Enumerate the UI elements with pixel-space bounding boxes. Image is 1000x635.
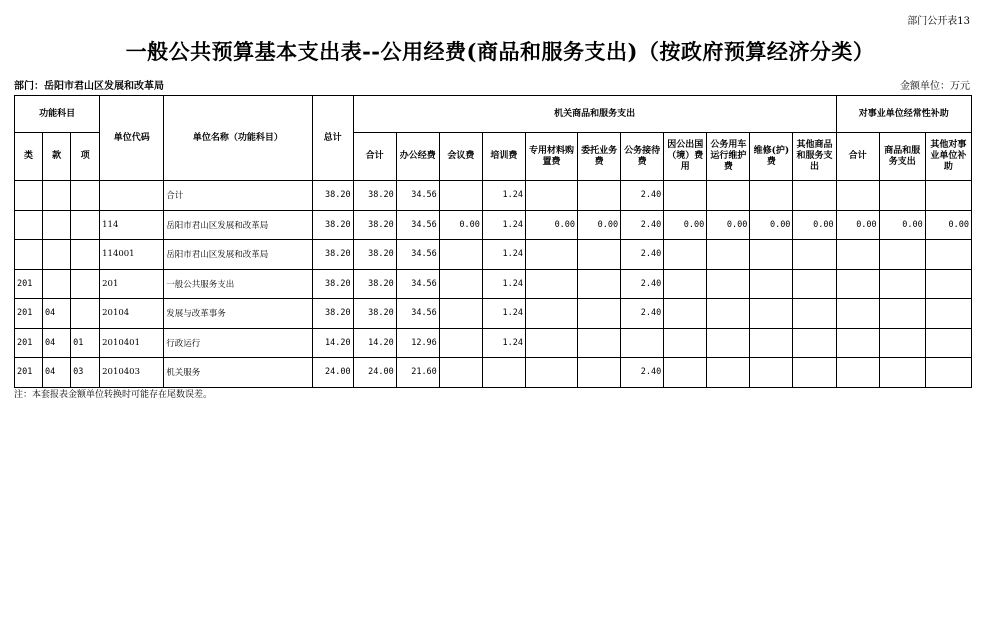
cell-lei: 201 (15, 269, 43, 299)
cell-sub-goods (879, 240, 925, 270)
cell-reception: 2.40 (621, 269, 664, 299)
cell-meeting (439, 358, 482, 388)
cell-reception: 2.40 (621, 299, 664, 329)
cell-abroad (664, 269, 707, 299)
cell-sub-other (925, 328, 971, 358)
cell-sub-other (925, 299, 971, 329)
cell-vehicle (707, 328, 750, 358)
table-row (15, 210, 972, 240)
cell-abroad (664, 299, 707, 329)
cell-sub-other (925, 240, 971, 270)
cell-other-goods (793, 240, 836, 270)
cell-org-total: 24.00 (353, 358, 396, 388)
header-func-subject: 功能科目 (15, 96, 100, 133)
cell-materials (525, 181, 577, 211)
cell-org-total: 38.20 (353, 210, 396, 240)
cell-abroad (664, 328, 707, 358)
cell-total: 24.00 (312, 358, 353, 388)
cell-materials: 0.00 (525, 210, 577, 240)
cell-vehicle (707, 299, 750, 329)
cell-sub-total: 0.00 (836, 210, 879, 240)
cell-lei: 201 (15, 328, 43, 358)
cell-meeting: 0.00 (439, 210, 482, 240)
cell-kuan (43, 240, 71, 270)
cell-sub-goods (879, 299, 925, 329)
cell-lei (15, 240, 43, 270)
header-org-goods: 机关商品和服务支出 (353, 96, 836, 133)
cell-sub-total (836, 181, 879, 211)
cell-lei (15, 181, 43, 211)
header-other-goods: 其他商品和服务支出 (793, 133, 836, 181)
footnote: 注：本套报表金额单位转换时可能存在尾数误差。 (14, 390, 213, 400)
cell-materials (525, 358, 577, 388)
cell-kuan (43, 269, 71, 299)
cell-other-goods (793, 328, 836, 358)
table-row (15, 328, 972, 358)
header-entrust: 委托业务费 (578, 133, 621, 181)
cell-entrust (578, 181, 621, 211)
cell-entrust (578, 358, 621, 388)
cell-meeting (439, 328, 482, 358)
cell-sub-total (836, 269, 879, 299)
expenditure-table (14, 95, 972, 388)
cell-reception: 2.40 (621, 240, 664, 270)
cell-xiang (71, 210, 100, 240)
amount-unit-label: 金额单位：万元 (900, 81, 970, 92)
cell-sub-goods (879, 181, 925, 211)
cell-vehicle (707, 269, 750, 299)
cell-total: 38.20 (312, 210, 353, 240)
header-subsidy: 对事业单位经常性补助 (836, 96, 971, 133)
cell-xiang (71, 269, 100, 299)
header-unit-code: 单位代码 (100, 96, 164, 181)
cell-office: 34.56 (396, 299, 439, 329)
cell-xiang: 03 (71, 358, 100, 388)
cell-total: 38.20 (312, 181, 353, 211)
cell-sub-total (836, 358, 879, 388)
cell-abroad (664, 358, 707, 388)
cell-sub-goods (879, 269, 925, 299)
cell-reception: 2.40 (621, 358, 664, 388)
cell-kuan: 04 (43, 328, 71, 358)
cell-repair (750, 328, 793, 358)
cell-other-goods (793, 358, 836, 388)
cell-sub-goods (879, 328, 925, 358)
cell-lei (15, 210, 43, 240)
cell-vehicle (707, 358, 750, 388)
cell-org-total: 38.20 (353, 181, 396, 211)
header-total: 总计 (312, 96, 353, 181)
header-repair: 维修(护)费 (750, 133, 793, 181)
header-materials: 专用材料购置费 (525, 133, 577, 181)
cell-xiang (71, 299, 100, 329)
header-org-total: 合计 (353, 133, 396, 181)
cell-sub-other (925, 358, 971, 388)
cell-code: 201 (100, 269, 164, 299)
cell-training: 1.24 (482, 328, 525, 358)
cell-sub-total (836, 240, 879, 270)
cell-lei: 201 (15, 299, 43, 329)
header-kuan: 款 (43, 133, 71, 181)
cell-training: 1.24 (482, 240, 525, 270)
cell-vehicle (707, 181, 750, 211)
cell-meeting (439, 299, 482, 329)
cell-sub-other (925, 181, 971, 211)
cell-abroad: 0.00 (664, 210, 707, 240)
cell-vehicle (707, 240, 750, 270)
cell-office: 34.56 (396, 240, 439, 270)
cell-materials (525, 269, 577, 299)
cell-code (100, 181, 164, 211)
table-row (15, 358, 972, 388)
cell-training: 1.24 (482, 299, 525, 329)
cell-name: 行政运行 (164, 328, 312, 358)
header-sub-other: 其他对事业单位补助 (925, 133, 971, 181)
cell-entrust (578, 328, 621, 358)
cell-materials (525, 328, 577, 358)
header-lei: 类 (15, 133, 43, 181)
cell-office: 21.60 (396, 358, 439, 388)
cell-kuan: 04 (43, 358, 71, 388)
cell-name: 合计 (164, 181, 312, 211)
cell-sub-total (836, 299, 879, 329)
cell-code: 114001 (100, 240, 164, 270)
cell-org-total: 38.20 (353, 299, 396, 329)
cell-office: 34.56 (396, 269, 439, 299)
cell-total: 38.20 (312, 269, 353, 299)
cell-sub-goods: 0.00 (879, 210, 925, 240)
cell-materials (525, 299, 577, 329)
header-meeting: 会议费 (439, 133, 482, 181)
cell-code: 20104 (100, 299, 164, 329)
cell-abroad (664, 181, 707, 211)
page-code: 部门公开表13 (907, 16, 970, 27)
cell-entrust: 0.00 (578, 210, 621, 240)
cell-name: 岳阳市君山区发展和改革局 (164, 240, 312, 270)
header-sub-goods: 商品和服务支出 (879, 133, 925, 181)
cell-office: 34.56 (396, 181, 439, 211)
cell-repair (750, 240, 793, 270)
cell-name: 岳阳市君山区发展和改革局 (164, 210, 312, 240)
table-row (15, 299, 972, 329)
header-xiang: 项 (71, 133, 100, 181)
department-label: 部门：岳阳市君山区发展和改革局 (14, 81, 164, 92)
cell-reception: 2.40 (621, 181, 664, 211)
cell-other-goods: 0.00 (793, 210, 836, 240)
table-row (15, 240, 972, 270)
cell-total: 38.20 (312, 299, 353, 329)
table-body (15, 181, 972, 388)
page-title: 一般公共预算基本支出表--公用经费(商品和服务支出)（按政府预算经济分类） (125, 39, 875, 64)
cell-kuan: 04 (43, 299, 71, 329)
cell-xiang (71, 181, 100, 211)
cell-other-goods (793, 181, 836, 211)
cell-meeting (439, 240, 482, 270)
cell-vehicle: 0.00 (707, 210, 750, 240)
cell-reception: 2.40 (621, 210, 664, 240)
cell-training: 1.24 (482, 269, 525, 299)
cell-office: 12.96 (396, 328, 439, 358)
header-sub-total: 合计 (836, 133, 879, 181)
cell-sub-goods (879, 358, 925, 388)
cell-entrust (578, 269, 621, 299)
cell-total: 14.20 (312, 328, 353, 358)
cell-total: 38.20 (312, 240, 353, 270)
header-training: 培训费 (482, 133, 525, 181)
cell-entrust (578, 240, 621, 270)
cell-org-total: 38.20 (353, 269, 396, 299)
cell-other-goods (793, 269, 836, 299)
cell-office: 34.56 (396, 210, 439, 240)
cell-repair (750, 299, 793, 329)
cell-meeting (439, 269, 482, 299)
cell-code: 114 (100, 210, 164, 240)
cell-abroad (664, 240, 707, 270)
cell-kuan (43, 210, 71, 240)
header-unit-name: 单位名称（功能科目） (164, 96, 312, 181)
cell-training (482, 358, 525, 388)
header-vehicle: 公务用车运行维护费 (707, 133, 750, 181)
cell-name: 机关服务 (164, 358, 312, 388)
cell-xiang (71, 240, 100, 270)
cell-xiang: 01 (71, 328, 100, 358)
cell-repair (750, 358, 793, 388)
cell-org-total: 14.20 (353, 328, 396, 358)
cell-kuan (43, 181, 71, 211)
table-row (15, 181, 972, 211)
cell-other-goods (793, 299, 836, 329)
cell-repair (750, 269, 793, 299)
cell-entrust (578, 299, 621, 329)
cell-code: 2010403 (100, 358, 164, 388)
cell-org-total: 38.20 (353, 240, 396, 270)
cell-name: 发展与改革事务 (164, 299, 312, 329)
table-row (15, 269, 972, 299)
cell-repair: 0.00 (750, 210, 793, 240)
cell-meeting (439, 181, 482, 211)
cell-reception (621, 328, 664, 358)
header-reception: 公务接待费 (621, 133, 664, 181)
cell-name: 一般公共服务支出 (164, 269, 312, 299)
cell-lei: 201 (15, 358, 43, 388)
cell-sub-other: 0.00 (925, 210, 971, 240)
cell-repair (750, 181, 793, 211)
header-office: 办公经费 (396, 133, 439, 181)
cell-sub-total (836, 328, 879, 358)
cell-materials (525, 240, 577, 270)
cell-sub-other (925, 269, 971, 299)
cell-code: 2010401 (100, 328, 164, 358)
cell-training: 1.24 (482, 181, 525, 211)
cell-training: 1.24 (482, 210, 525, 240)
header-abroad: 因公出国（境）费用 (664, 133, 707, 181)
